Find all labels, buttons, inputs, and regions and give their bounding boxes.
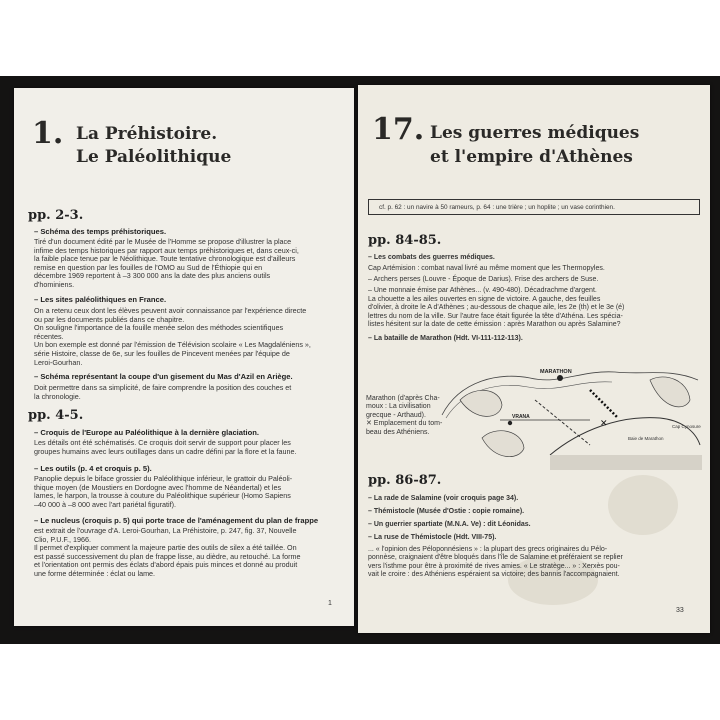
marathon-village-marker bbox=[557, 375, 563, 381]
page-number: 33 bbox=[676, 607, 684, 614]
item-label: – Croquis de l'Europe au Paléolithique à la dernière glaciation. bbox=[34, 428, 260, 437]
vrana-village-marker bbox=[508, 421, 512, 425]
section-body: – La rade de Salamine (voir croquis page 34). – Thémistocle (Musée d'Ostie : copie romaine). – Un guerrier spartiate (M.N.A. Ve) : dit Léonidas. – La ruse de Thémistocle (Hdt. VIII-75). ... « l'opinion des Péloponnésiens » : la plupart des grecs originaires du Pélo- ponnèse, craignaient d'être bloqués dans l'île de Salamine et préféraient se replier vers l'isthme pour être à proximité de rives amies. « Le stratège... » : Xerxès pou- vait le croire : des Athéniens espéraient sa victoire; des bannis l'accompagnaient. bbox=[368, 495, 623, 579]
chapter-number: 17. bbox=[372, 112, 425, 147]
tomb-cross-marker: ✕ bbox=[600, 419, 608, 429]
road bbox=[535, 400, 590, 445]
right-page bbox=[358, 85, 710, 633]
item-body: On a retenu ceux dont les élèves peuvent avoir connaissance par l'expérience directe ou par les documents publiés dans ce chapitre. On souligne l'importance de la fouille menée selon des méthodes scientifiques récentes. Un bon exemple est donné par l'émission de Télévision scolaire « Les Magdaléniens », série Histoire, classe de 6e, sur les fouilles de Pincevent menées par l'équipe de Leroi-Gourhan. bbox=[34, 306, 311, 367]
chapter-title-line2: et l'empire d'Athènes bbox=[430, 147, 633, 167]
left-page bbox=[14, 88, 354, 626]
map-label: Cap Cynosure bbox=[672, 424, 701, 429]
section-heading: pp. 2-3. bbox=[28, 208, 84, 223]
map-label: MARATHON bbox=[540, 369, 572, 375]
map-hill bbox=[460, 390, 502, 416]
section-heading: pp. 86-87. bbox=[368, 473, 442, 488]
map-label: Baie de Marathon bbox=[628, 436, 664, 441]
map-hill bbox=[482, 431, 524, 457]
item-body: Panoplie depuis le biface grossier du Paléolithique inférieur, le grattoir du Paléoli- thique moyen (de Moustiers en Dordogne avec l'homme de Néandertal) et les lames, le harpon, la trousse à couture du Paléolithique supérieur (Homo Sapiens –40 000 à –8 000 avec l'art pariétal figuratif). bbox=[34, 474, 293, 509]
chapter-number: 1. bbox=[32, 116, 64, 151]
page-number: 1 bbox=[328, 600, 332, 607]
item-label: – Le nucleus (croquis p. 5) qui porte trace de l'aménagement du plan de frappe bbox=[34, 516, 319, 525]
item-label: – Schéma représentant la coupe d'un gisement du Mas d'Azil en Ariège. bbox=[34, 372, 293, 381]
item-body: est extrait de l'ouvrage d'A. Leroi-Gourhan, La Préhistoire, p. 247, fig. 37, Nouvelle Clio, P.U.F., 1966. Il permet d'expliquer comment la majeure partie des outils de silex a été taillée. On est passé successivement du plan de frappe lisse, au dièdre, au retouché. La forme et l'orientation ont permis des éclats d'abord épais puis minces et donné au produit une forme déterminée : éclat ou lame. bbox=[34, 526, 301, 578]
map-caption: Marathon (d'après Cha- moux : La civilisation grecque - Arthaud). ✕ Emplacement du tom- beau des Athéniens. bbox=[366, 395, 443, 436]
marathon-map-drawing bbox=[440, 360, 702, 470]
map-label: VRANA bbox=[512, 414, 530, 420]
battle-line bbox=[590, 390, 618, 418]
chapter-title-line1: La Préhistoire. bbox=[76, 124, 218, 144]
section-body: – Les combats des guerres médiques. Cap Artémision : combat naval livré au même moment que les Thermopyles. – Archers perses (Louvre - Époque de Darius). Frise des archers de Suse. – Une monnaie émise par Athènes... (v. 490-480). Décadrachme d'argent. La chouette a les ailes ouvertes en signe de victoire. A gauche, des feuilles d'olivier, à droite le A d'Athènes ; au-dessous de chaque aile, les 2e (th) et le 3e (é) lettres du nom de la ville. Sur l'autre face était figurée la tête d'Athéna. Les spécia- listes hésitent sur la date de cette émission : après Marathon ou après Salamine? – La bataille de Marathon (Hdt. VI-111-112-113). bbox=[368, 254, 625, 342]
item-label: – Schéma des temps préhistoriques. bbox=[34, 227, 167, 236]
item-label: – Les outils (p. 4 et croquis p. 5). bbox=[34, 464, 152, 473]
item-body: Les détails ont été schématisés. Ce croquis doit servir de support pour placer les groupes humains avec leurs outillages dans un cadre défini par la flore et la faune. bbox=[34, 438, 297, 456]
marathon-map bbox=[440, 360, 702, 470]
chapter-title-line1: Les guerres médiques bbox=[430, 123, 640, 143]
item-body: Doit permettre dans sa simplicité, de faire comprendre la position des couches et la chronologie. bbox=[34, 383, 292, 401]
reference-box: cf. p. 62 : un navire à 50 rameurs, p. 64 : une trière ; un hoplite ; un vase corinthien. bbox=[368, 199, 700, 215]
sea bbox=[550, 455, 702, 470]
chapter-title-line2: Le Paléolithique bbox=[76, 147, 232, 167]
item-body: Tiré d'un document édité par le Musée de l'Homme se propose d'illustrer la place infime des temps historiques par rapport aux temps préhistoriques et, dans ceux-ci, la faible place tenue par le Néolithique. Toute tentative chronologique est d'ailleurs remise en question par les fouilles de l'OMO au Sud de l'Éthiopie qui en décembre 1969 reportent à –3 300 000 ans la date des plus anciens outils d'hominiens. bbox=[34, 237, 299, 289]
section-heading: pp. 4-5. bbox=[28, 408, 84, 423]
map-hill bbox=[650, 377, 690, 407]
section-heading: pp. 84-85. bbox=[368, 233, 442, 248]
item-label: – Les sites paléolithiques en France. bbox=[34, 295, 167, 304]
